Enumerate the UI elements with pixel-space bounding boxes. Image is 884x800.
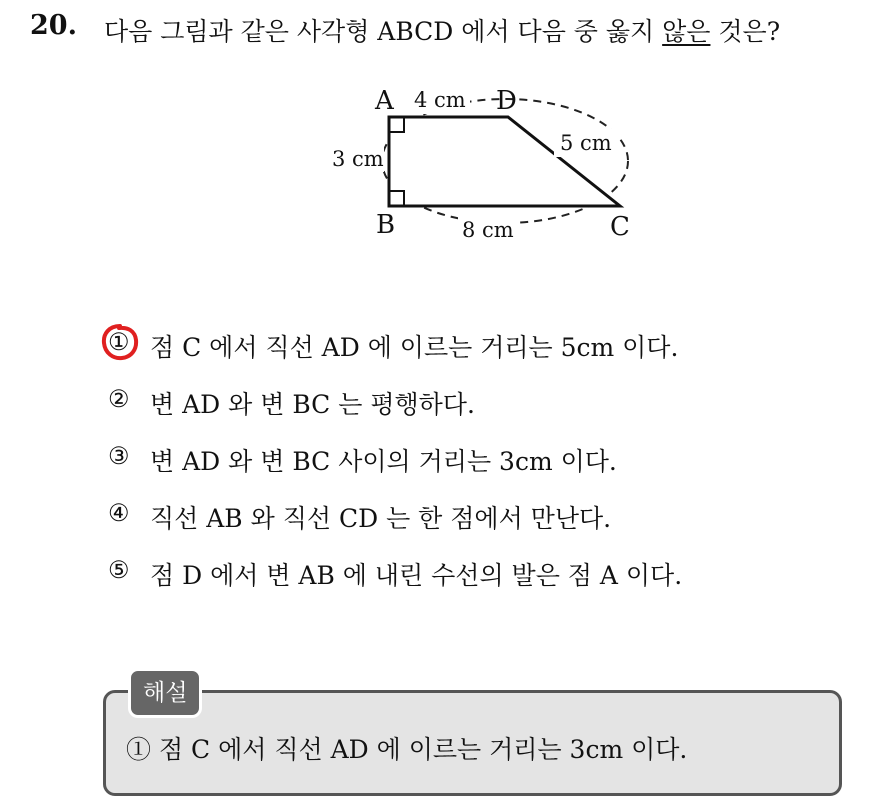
explanation-text: ① 점 C 에서 직선 AD 에 이르는 거리는 3cm 이다. [126, 735, 688, 764]
choice-1-number: ① [108, 328, 130, 356]
question-text [104, 12, 780, 48]
choice-3-text: 변 AD 와 변 BC 사이의 거리는 3cm 이다. [150, 447, 617, 476]
question-text-start: 다음 그림과 같은 사각형 ABCD 에서 다음 중 옳지 [104, 17, 663, 46]
length-dc-label: 5 cm [560, 131, 612, 155]
question-underlined-word: 않은 [662, 17, 711, 46]
choice-5-text: 점 D 에서 변 AB 에 내린 수선의 발은 점 A 이다. [150, 561, 683, 590]
choice-1-text: 점 C 에서 직선 AD 에 이르는 거리는 5cm 이다. [150, 333, 679, 362]
vertex-a-label: A [375, 86, 394, 116]
choice-list [108, 328, 682, 613]
choice-2-text: 변 AD 와 변 BC 는 평행하다. [150, 390, 475, 419]
vertex-b-label: B [376, 210, 396, 240]
choice-4[interactable] [108, 499, 682, 556]
choice-5[interactable] [108, 556, 682, 613]
selected-answer-mark [100, 322, 140, 362]
choice-1[interactable] [108, 328, 682, 385]
length-ad-label: 4 cm [414, 88, 466, 112]
length-ab-label: 3 cm [332, 147, 384, 171]
explanation-tag: 해설 [128, 668, 202, 718]
choice-3[interactable] [108, 442, 682, 499]
vertex-d-label: D [496, 86, 517, 116]
choice-5-number: ⑤ [108, 556, 130, 584]
vertex-c-label: C [610, 212, 630, 242]
choice-4-text: 직선 AB 와 직선 CD 는 한 점에서 만난다. [150, 504, 612, 533]
question-text-end: 것은? [710, 17, 781, 46]
choice-4-number: ④ [108, 499, 130, 527]
question-number: 20. [30, 10, 77, 41]
choice-2-number: ② [108, 385, 130, 413]
choice-3-number: ③ [108, 442, 130, 470]
trapezoid-figure [320, 80, 660, 250]
choice-2[interactable] [108, 385, 682, 442]
length-bc-label: 8 cm [462, 218, 514, 242]
